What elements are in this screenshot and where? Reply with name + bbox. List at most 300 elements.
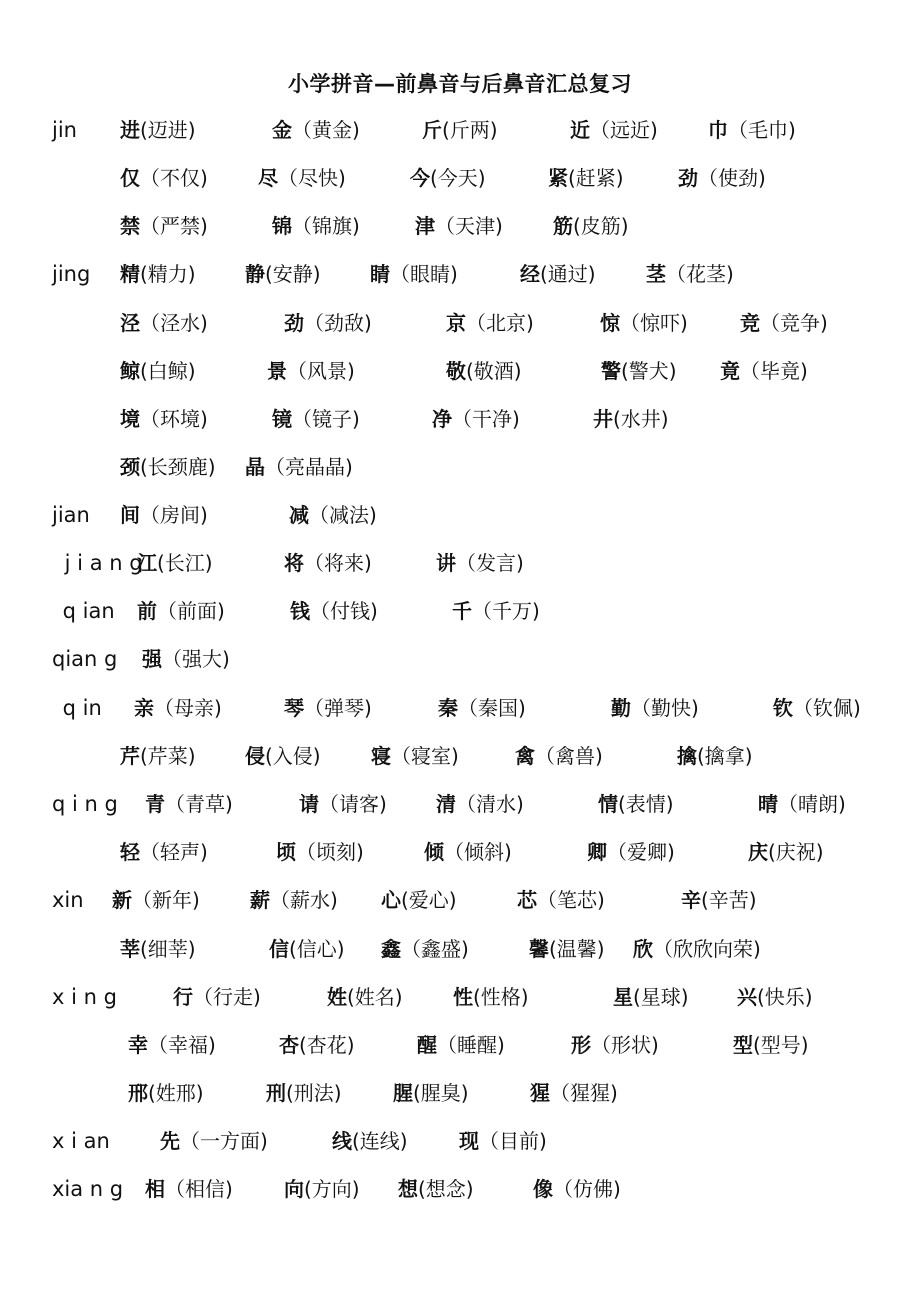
example-word: （眼睛) <box>390 262 458 286</box>
pinyin-row <box>0 789 920 819</box>
example-word: (性格) <box>473 985 529 1009</box>
char: 型 <box>733 1033 753 1057</box>
pinyin-row <box>0 837 920 867</box>
example-word: （尽快) <box>278 166 346 190</box>
char: 井 <box>593 407 613 431</box>
example-word: (水井) <box>613 407 669 431</box>
char: 腥 <box>393 1081 413 1105</box>
char-entry <box>410 163 486 193</box>
example-word: （劲敌) <box>304 311 372 335</box>
example-word: (长江) <box>157 551 213 575</box>
pinyin-label: x i an <box>52 1129 110 1153</box>
example-word: （镜子) <box>292 407 360 431</box>
example-word: （睡醒) <box>437 1033 505 1057</box>
pinyin-label: jin <box>52 118 77 142</box>
pinyin-row <box>0 115 920 145</box>
char-entry <box>422 115 498 145</box>
char: 向 <box>284 1177 304 1201</box>
example-word: (辛苦) <box>701 888 757 912</box>
example-word: (敬酒) <box>466 359 522 383</box>
example-word: (刑法) <box>286 1081 342 1105</box>
char-entry <box>284 693 372 723</box>
example-word: （相信) <box>165 1177 233 1201</box>
pinyin-row <box>0 404 920 434</box>
char-entry <box>142 644 230 674</box>
pinyin-row <box>0 548 920 578</box>
char: 亲 <box>134 696 154 720</box>
char: 经 <box>520 262 540 286</box>
char-entry <box>587 837 675 867</box>
example-word: （笔芯) <box>537 888 605 912</box>
char: 侵 <box>245 744 265 768</box>
char: 鲸 <box>120 359 140 383</box>
char-entry <box>245 741 321 771</box>
example-word: (星球) <box>633 985 689 1009</box>
example-word: （薪水) <box>270 888 338 912</box>
example-word: （仿佛) <box>553 1177 621 1201</box>
char-entry <box>530 1078 618 1108</box>
char-entry <box>415 211 503 241</box>
char: 禽 <box>515 744 535 768</box>
pinyin-label: xia n g <box>52 1177 124 1201</box>
example-word: （勤快) <box>631 696 699 720</box>
char-entry <box>290 596 378 626</box>
char-entry <box>120 163 208 193</box>
example-word: （远近) <box>590 118 658 142</box>
pinyin-row <box>0 934 920 964</box>
char-entry <box>284 548 372 578</box>
char-entry <box>120 259 196 289</box>
char: 形 <box>571 1033 591 1057</box>
pinyin-label: xin <box>52 888 84 912</box>
char-entry <box>137 596 225 626</box>
char: 晶 <box>245 455 265 479</box>
char: 轻 <box>120 840 140 864</box>
example-word: （毕竟) <box>740 359 808 383</box>
char-entry <box>245 259 321 289</box>
char-entry <box>748 837 824 867</box>
example-word: (方向) <box>304 1177 360 1201</box>
char: 性 <box>453 985 473 1009</box>
example-word: （秦国) <box>458 696 526 720</box>
char: 前 <box>137 599 157 623</box>
char: 禁 <box>120 214 140 238</box>
char-entry <box>436 789 524 819</box>
char: 强 <box>142 647 162 671</box>
example-word: (迈进) <box>140 118 196 142</box>
example-word: （目前) <box>479 1129 547 1153</box>
char-entry <box>272 115 360 145</box>
example-word: （亮晶晶) <box>265 455 353 479</box>
example-word: (型号) <box>753 1033 809 1057</box>
example-word: (入侵) <box>265 744 321 768</box>
char-entry <box>173 982 261 1012</box>
char: 馨 <box>529 937 549 961</box>
example-word: （顷刻) <box>296 840 364 864</box>
char-entry <box>332 1126 408 1156</box>
char: 晴 <box>758 792 778 816</box>
example-word: （发言) <box>456 551 524 575</box>
char-entry <box>120 452 216 482</box>
char-entry <box>758 789 846 819</box>
example-word: （弹琴) <box>304 696 372 720</box>
pinyin-label: qian g <box>52 647 118 671</box>
char-entry <box>646 259 734 289</box>
example-word: （倾斜) <box>444 840 512 864</box>
char: 猩 <box>530 1081 550 1105</box>
char-entry <box>272 404 360 434</box>
char: 泾 <box>120 311 140 335</box>
example-word: （干净) <box>452 407 520 431</box>
char: 刑 <box>266 1081 286 1105</box>
example-word: （将来) <box>304 551 372 575</box>
page-title: 小学拼音—前鼻音与后鼻音汇总复习 <box>288 72 632 96</box>
char: 邢 <box>128 1081 148 1105</box>
pinyin-row <box>0 741 920 771</box>
char: 静 <box>245 262 265 286</box>
char: 颈 <box>120 455 140 479</box>
char-entry <box>267 356 355 386</box>
char-entry <box>446 356 522 386</box>
char: 紧 <box>548 166 568 190</box>
example-word: （钦佩) <box>793 696 861 720</box>
char-entry <box>571 1030 659 1060</box>
char: 行 <box>173 985 193 1009</box>
char-entry <box>284 308 372 338</box>
char-entry <box>112 885 200 915</box>
char-entry <box>393 1078 469 1108</box>
example-word: (斤两) <box>442 118 498 142</box>
char: 近 <box>570 118 590 142</box>
example-word: (警犬) <box>621 359 677 383</box>
example-word: （母亲) <box>154 696 222 720</box>
char: 倾 <box>424 840 444 864</box>
example-word: （花茎) <box>666 262 734 286</box>
example-word: （形状) <box>591 1033 659 1057</box>
char: 睛 <box>370 262 390 286</box>
char: 欣 <box>633 937 653 961</box>
char-entry <box>424 837 512 867</box>
pinyin-label: j i a n g <box>58 551 143 575</box>
pinyin-row <box>0 1174 920 1204</box>
example-word: （寝室) <box>391 744 459 768</box>
example-word: （幸福) <box>148 1033 216 1057</box>
example-word: （请客) <box>319 792 387 816</box>
example-word: （使劲) <box>698 166 766 190</box>
char-entry <box>517 885 605 915</box>
char-entry <box>520 259 596 289</box>
char-entry <box>446 308 534 338</box>
pinyin-label: q i n g <box>52 792 118 816</box>
pinyin-row <box>0 1126 920 1156</box>
example-word: （付钱) <box>310 599 378 623</box>
char-entry <box>600 308 688 338</box>
char: 现 <box>459 1129 479 1153</box>
char-entry <box>459 1126 547 1156</box>
pinyin-row <box>0 885 920 915</box>
char-entry <box>593 404 669 434</box>
example-word: （新年) <box>132 888 200 912</box>
example-word: （轻声) <box>140 840 208 864</box>
example-word: （风景) <box>287 359 355 383</box>
example-word: (今天) <box>430 166 486 190</box>
pinyin-row <box>0 163 920 193</box>
char: 相 <box>145 1177 165 1201</box>
char: 竟 <box>720 359 740 383</box>
char-entry <box>128 1078 204 1108</box>
example-word: （欣欣向荣) <box>653 937 761 961</box>
char-entry <box>720 356 808 386</box>
char-entry <box>548 163 624 193</box>
char: 青 <box>145 792 165 816</box>
example-word: (细莘) <box>140 937 196 961</box>
pinyin-row <box>0 259 920 289</box>
pinyin-row <box>0 982 920 1012</box>
example-word: （惊吓) <box>620 311 688 335</box>
char: 千 <box>452 599 472 623</box>
example-word: （晴朗) <box>778 792 846 816</box>
example-word: (长颈鹿) <box>140 455 216 479</box>
char: 讲 <box>436 551 456 575</box>
char: 斤 <box>422 118 442 142</box>
char-entry <box>120 741 196 771</box>
char-entry <box>398 1174 474 1204</box>
char-entry <box>432 404 520 434</box>
char-entry <box>272 211 360 241</box>
example-word: （房间) <box>140 503 208 527</box>
char-entry <box>120 500 208 530</box>
char: 擒 <box>677 744 697 768</box>
example-word: (姓名) <box>347 985 403 1009</box>
example-word: (皮筋) <box>573 214 629 238</box>
example-word: （环境) <box>140 407 208 431</box>
example-word: （北京) <box>466 311 534 335</box>
char: 进 <box>120 118 140 142</box>
char: 境 <box>120 407 140 431</box>
pinyin-row <box>0 644 920 674</box>
char-entry <box>601 356 677 386</box>
char: 将 <box>284 551 304 575</box>
char-entry <box>677 741 753 771</box>
char: 庆 <box>748 840 768 864</box>
char: 想 <box>398 1177 418 1201</box>
char: 琴 <box>284 696 304 720</box>
char-entry <box>299 789 387 819</box>
char-entry <box>327 982 403 1012</box>
char: 请 <box>299 792 319 816</box>
char-entry <box>128 1030 216 1060</box>
char-entry <box>120 115 196 145</box>
example-word: (想念) <box>418 1177 474 1201</box>
char: 像 <box>533 1177 553 1201</box>
char: 先 <box>160 1129 180 1153</box>
char: 尽 <box>258 166 278 190</box>
char-entry <box>436 548 524 578</box>
char: 寝 <box>371 744 391 768</box>
char-entry <box>453 982 529 1012</box>
pinyin-row <box>0 211 920 241</box>
pinyin-label: q ian <box>56 599 115 623</box>
example-word: (通过) <box>540 262 596 286</box>
example-word: (芹菜) <box>140 744 196 768</box>
char-entry <box>120 934 196 964</box>
char-entry <box>737 982 813 1012</box>
char-entry <box>681 885 757 915</box>
example-word: （减法) <box>309 503 377 527</box>
char-entry <box>120 404 208 434</box>
char: 辛 <box>681 888 701 912</box>
char: 钱 <box>290 599 310 623</box>
example-word: （鑫盛) <box>401 937 469 961</box>
pinyin-row <box>0 500 920 530</box>
char: 锦 <box>272 214 292 238</box>
char-entry <box>284 1174 360 1204</box>
pinyin-label: jian <box>52 503 90 527</box>
char-entry <box>371 741 459 771</box>
char: 鑫 <box>381 937 401 961</box>
char-entry <box>370 259 458 289</box>
pinyin-row <box>0 596 920 626</box>
example-word: (连线) <box>352 1129 408 1153</box>
char-entry <box>266 1078 342 1108</box>
example-word: （严禁) <box>140 214 208 238</box>
char: 心 <box>381 888 401 912</box>
example-word: (安静) <box>265 262 321 286</box>
char-entry <box>381 934 469 964</box>
char: 金 <box>272 118 292 142</box>
char: 镜 <box>272 407 292 431</box>
example-word: （千万) <box>472 599 540 623</box>
example-word: （毛巾) <box>728 118 796 142</box>
example-word: (腥臭) <box>413 1081 469 1105</box>
example-word: （前面) <box>157 599 225 623</box>
char: 芹 <box>120 744 140 768</box>
example-word: (精力) <box>140 262 196 286</box>
char: 劲 <box>678 166 698 190</box>
char-entry <box>120 356 196 386</box>
char: 醒 <box>417 1033 437 1057</box>
example-word: (表情) <box>618 792 674 816</box>
char: 惊 <box>600 311 620 335</box>
char-entry <box>289 500 377 530</box>
pinyin-label: q in <box>56 696 102 720</box>
pinyin-row <box>0 452 920 482</box>
char-entry <box>160 1126 268 1156</box>
char-entry <box>733 1030 809 1060</box>
char-entry <box>276 837 364 867</box>
char: 姓 <box>327 985 347 1009</box>
char-entry <box>570 115 658 145</box>
char-entry <box>269 934 345 964</box>
char: 江 <box>137 551 157 575</box>
char: 芯 <box>517 888 537 912</box>
pinyin-row <box>0 356 920 386</box>
example-word: (赶紧) <box>568 166 624 190</box>
example-word: (杏花) <box>299 1033 355 1057</box>
char: 顷 <box>276 840 296 864</box>
char-entry <box>120 308 208 338</box>
pinyin-label: x i n g <box>52 985 117 1009</box>
char-entry <box>740 308 828 338</box>
char-entry <box>438 693 526 723</box>
example-word: （一方面) <box>180 1129 268 1153</box>
char: 巾 <box>708 118 728 142</box>
char: 间 <box>120 503 140 527</box>
pinyin-row <box>0 308 920 338</box>
example-word: （行走) <box>193 985 261 1009</box>
char: 茎 <box>646 262 666 286</box>
example-word: （黄金) <box>292 118 360 142</box>
example-word: (爱心) <box>401 888 457 912</box>
char-entry <box>245 452 353 482</box>
char-entry <box>381 885 457 915</box>
char-entry <box>553 211 629 241</box>
char-entry <box>515 741 603 771</box>
char: 劲 <box>284 311 304 335</box>
char: 钦 <box>773 696 793 720</box>
char-entry <box>417 1030 505 1060</box>
char: 清 <box>436 792 456 816</box>
char: 竞 <box>740 311 760 335</box>
example-word: (白鲸) <box>140 359 196 383</box>
example-word: （爱卿) <box>607 840 675 864</box>
char: 减 <box>289 503 309 527</box>
char-entry <box>258 163 346 193</box>
char: 卿 <box>587 840 607 864</box>
example-word: (信心) <box>289 937 345 961</box>
pinyin-row <box>0 693 920 723</box>
char: 秦 <box>438 696 458 720</box>
char-entry <box>773 693 861 723</box>
example-word: （天津) <box>435 214 503 238</box>
example-word: （泾水) <box>140 311 208 335</box>
char: 星 <box>613 985 633 1009</box>
char-entry <box>120 837 208 867</box>
example-word: (庆祝) <box>768 840 824 864</box>
char: 津 <box>415 214 435 238</box>
example-word: （强大) <box>162 647 230 671</box>
example-word: （竞争) <box>760 311 828 335</box>
char: 勤 <box>611 696 631 720</box>
char: 今 <box>410 166 430 190</box>
char-entry <box>533 1174 621 1204</box>
example-word: （锦旗) <box>292 214 360 238</box>
char: 杏 <box>279 1033 299 1057</box>
pinyin-row <box>0 1078 920 1108</box>
char-entry <box>708 115 796 145</box>
char: 新 <box>112 888 132 912</box>
char-entry <box>633 934 761 964</box>
example-word: (快乐) <box>757 985 813 1009</box>
char: 敬 <box>446 359 466 383</box>
char-entry <box>611 693 699 723</box>
char: 仅 <box>120 166 140 190</box>
char: 筋 <box>553 214 573 238</box>
char-entry <box>120 211 208 241</box>
char: 净 <box>432 407 452 431</box>
char-entry <box>134 693 222 723</box>
pinyin-row <box>0 1030 920 1060</box>
char-entry <box>613 982 689 1012</box>
char-entry <box>145 789 233 819</box>
example-word: （青草) <box>165 792 233 816</box>
char: 幸 <box>128 1033 148 1057</box>
char: 京 <box>446 311 466 335</box>
example-word: （不仅) <box>140 166 208 190</box>
char: 景 <box>267 359 287 383</box>
char: 薪 <box>250 888 270 912</box>
char-entry <box>145 1174 233 1204</box>
